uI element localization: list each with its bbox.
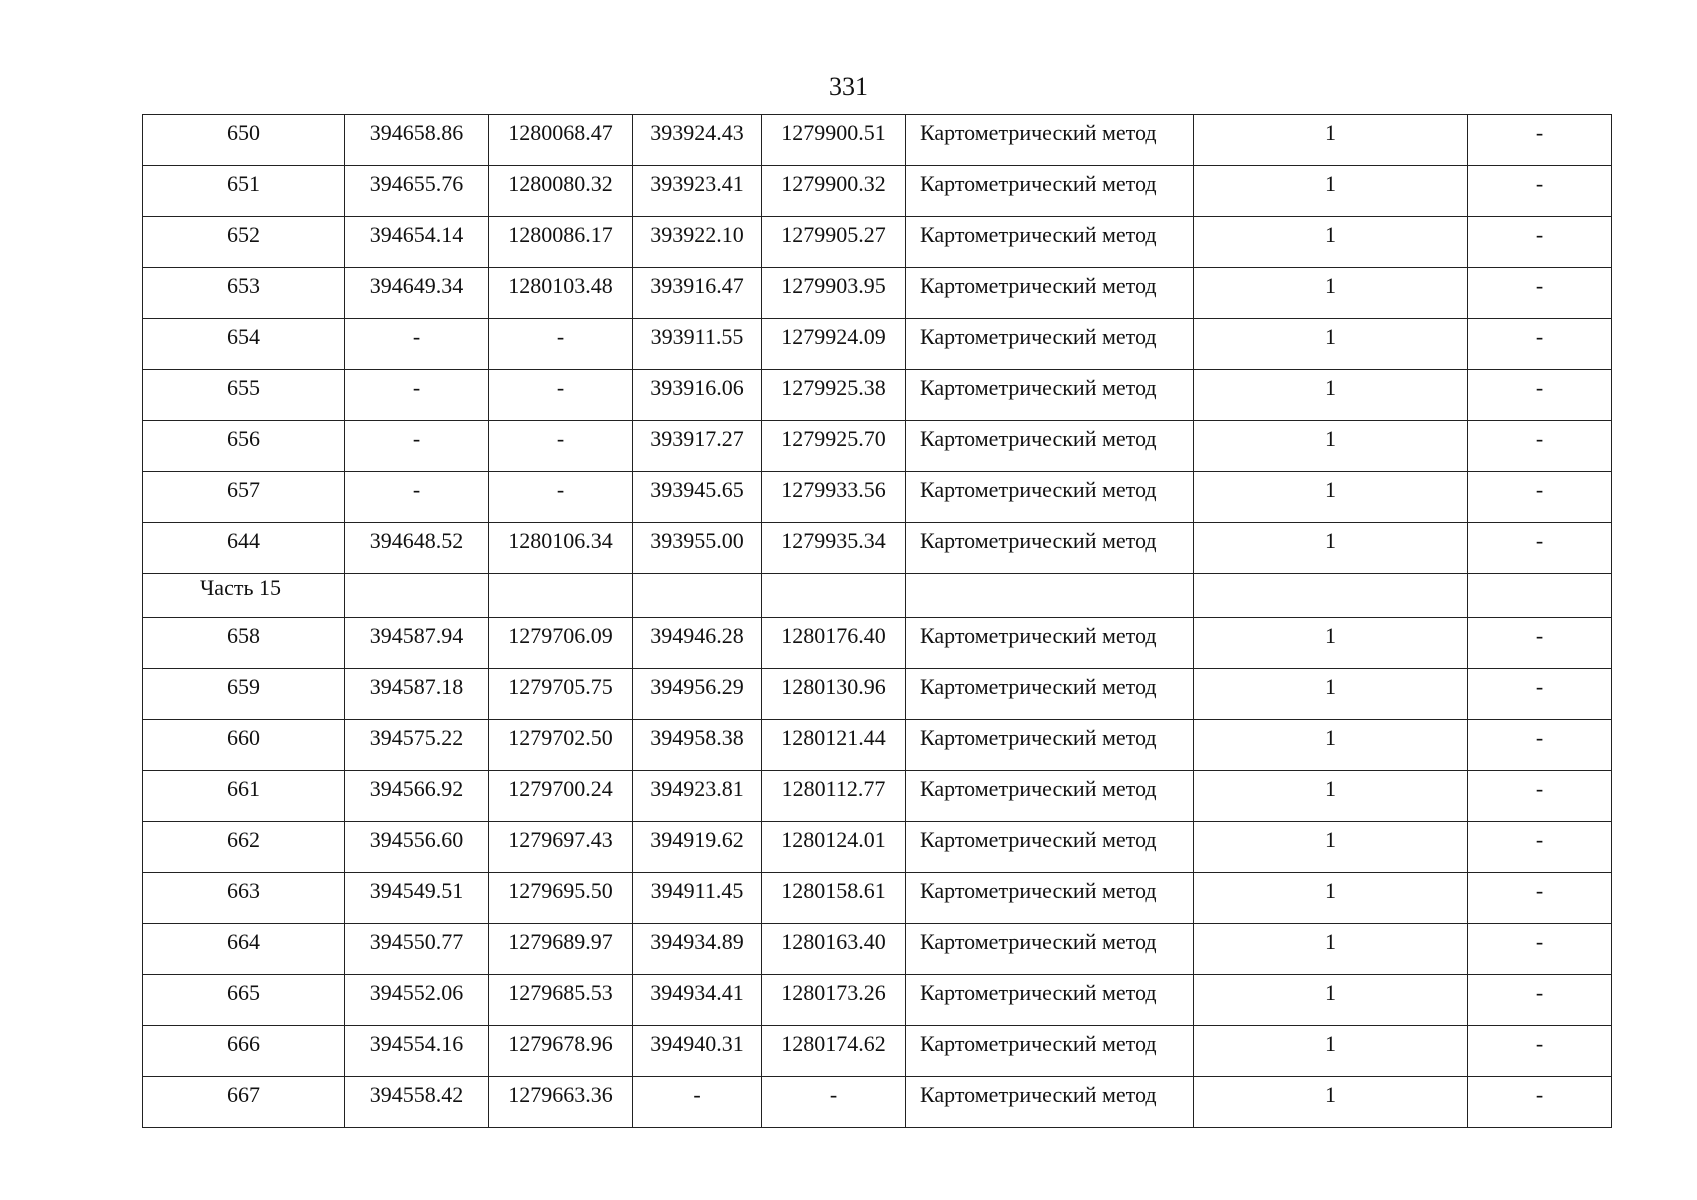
old-x-cell: - — [345, 472, 489, 523]
new-y-cell: 1279900.32 — [762, 166, 906, 217]
new-y-cell: 1280163.40 — [762, 924, 906, 975]
old-y-cell: 1279689.97 — [489, 924, 633, 975]
accuracy-cell: 1 — [1194, 669, 1468, 720]
new-y-cell: 1280130.96 — [762, 669, 906, 720]
new-x-cell: 393955.00 — [633, 523, 762, 574]
new-x-cell: 393945.65 — [633, 472, 762, 523]
accuracy-cell: 1 — [1194, 975, 1468, 1026]
description-cell: - — [1468, 873, 1612, 924]
method-cell: Картометрический метод — [906, 618, 1194, 669]
accuracy-cell: 1 — [1194, 1026, 1468, 1077]
old-y-cell: 1279697.43 — [489, 822, 633, 873]
new-y-cell: 1279905.27 — [762, 217, 906, 268]
new-y-cell: 1280124.01 — [762, 822, 906, 873]
old-y-cell: 1279705.75 — [489, 669, 633, 720]
method-cell: Картометрический метод — [906, 421, 1194, 472]
accuracy-cell: 1 — [1194, 319, 1468, 370]
table-row — [143, 166, 1612, 217]
method-cell: Картометрический метод — [906, 472, 1194, 523]
new-y-cell: 1280158.61 — [762, 873, 906, 924]
method-cell: Картометрический метод — [906, 115, 1194, 166]
point-number-cell: 644 — [143, 523, 345, 574]
old-y-cell: - — [489, 319, 633, 370]
description-cell: - — [1468, 1026, 1612, 1077]
method-cell: Картометрический метод — [906, 822, 1194, 873]
old-y-cell: - — [489, 472, 633, 523]
accuracy-cell: 1 — [1194, 618, 1468, 669]
old-y-cell: 1279706.09 — [489, 618, 633, 669]
old-x-cell: 394554.16 — [345, 1026, 489, 1077]
new-y-cell — [762, 574, 906, 618]
point-number-cell: 654 — [143, 319, 345, 370]
description-cell: - — [1468, 822, 1612, 873]
old-x-cell: 394549.51 — [345, 873, 489, 924]
accuracy-cell: 1 — [1194, 166, 1468, 217]
old-y-cell: - — [489, 370, 633, 421]
table-row — [143, 924, 1612, 975]
table-row — [143, 1077, 1612, 1128]
old-y-cell: - — [489, 421, 633, 472]
table-row — [143, 1026, 1612, 1077]
table-row — [143, 873, 1612, 924]
description-cell: - — [1468, 618, 1612, 669]
old-x-cell: 394587.94 — [345, 618, 489, 669]
description-cell: - — [1468, 924, 1612, 975]
point-number-cell: 658 — [143, 618, 345, 669]
table-row — [143, 421, 1612, 472]
description-cell: - — [1468, 771, 1612, 822]
old-y-cell: 1279678.96 — [489, 1026, 633, 1077]
table-row — [143, 669, 1612, 720]
new-y-cell: 1280112.77 — [762, 771, 906, 822]
point-number-cell: 659 — [143, 669, 345, 720]
old-y-cell — [489, 574, 633, 618]
point-number-cell: 656 — [143, 421, 345, 472]
new-y-cell: 1279935.34 — [762, 523, 906, 574]
method-cell: Картометрический метод — [906, 975, 1194, 1026]
new-x-cell: 394940.31 — [633, 1026, 762, 1077]
old-x-cell: 394566.92 — [345, 771, 489, 822]
accuracy-cell: 1 — [1194, 523, 1468, 574]
new-x-cell: 393911.55 — [633, 319, 762, 370]
point-number-cell: 662 — [143, 822, 345, 873]
old-x-cell — [345, 574, 489, 618]
description-cell: - — [1468, 319, 1612, 370]
method-cell: Картометрический метод — [906, 370, 1194, 421]
old-y-cell: 1280103.48 — [489, 268, 633, 319]
new-y-cell: 1280174.62 — [762, 1026, 906, 1077]
old-x-cell: 394658.86 — [345, 115, 489, 166]
description-cell: - — [1468, 421, 1612, 472]
method-cell: Картометрический метод — [906, 217, 1194, 268]
accuracy-cell: 1 — [1194, 370, 1468, 421]
old-x-cell: 394649.34 — [345, 268, 489, 319]
coordinates-table — [142, 114, 1612, 1128]
point-number-cell: 657 — [143, 472, 345, 523]
old-x-cell: 394558.42 — [345, 1077, 489, 1128]
method-cell: Картометрический метод — [906, 523, 1194, 574]
new-y-cell: 1279925.70 — [762, 421, 906, 472]
point-number-cell: 652 — [143, 217, 345, 268]
table-row — [143, 822, 1612, 873]
method-cell: Картометрический метод — [906, 319, 1194, 370]
table-row — [143, 115, 1612, 166]
description-cell: - — [1468, 166, 1612, 217]
description-cell: - — [1468, 370, 1612, 421]
new-x-cell: 394911.45 — [633, 873, 762, 924]
table-row — [143, 370, 1612, 421]
table-row — [143, 720, 1612, 771]
part-header-row — [143, 574, 1612, 618]
old-y-cell: 1279695.50 — [489, 873, 633, 924]
accuracy-cell: 1 — [1194, 873, 1468, 924]
new-x-cell: 393916.47 — [633, 268, 762, 319]
new-x-cell: 393923.41 — [633, 166, 762, 217]
accuracy-cell: 1 — [1194, 268, 1468, 319]
method-cell: Картометрический метод — [906, 873, 1194, 924]
new-x-cell: 393924.43 — [633, 115, 762, 166]
table-row — [143, 217, 1612, 268]
old-x-cell: 394655.76 — [345, 166, 489, 217]
method-cell: Картометрический метод — [906, 1077, 1194, 1128]
description-cell: - — [1468, 975, 1612, 1026]
table-row — [143, 618, 1612, 669]
point-number-cell: 664 — [143, 924, 345, 975]
point-number-cell: 660 — [143, 720, 345, 771]
new-y-cell: 1280176.40 — [762, 618, 906, 669]
table-row — [143, 268, 1612, 319]
new-y-cell: 1280173.26 — [762, 975, 906, 1026]
old-x-cell: 394552.06 — [345, 975, 489, 1026]
new-x-cell: - — [633, 1077, 762, 1128]
page-number: 331 — [829, 72, 868, 101]
old-y-cell: 1280086.17 — [489, 217, 633, 268]
accuracy-cell: 1 — [1194, 720, 1468, 771]
method-cell: Картометрический метод — [906, 166, 1194, 217]
new-y-cell: - — [762, 1077, 906, 1128]
new-y-cell: 1279933.56 — [762, 472, 906, 523]
new-y-cell: 1279900.51 — [762, 115, 906, 166]
point-number-cell: 651 — [143, 166, 345, 217]
old-y-cell: 1279702.50 — [489, 720, 633, 771]
description-cell: - — [1468, 217, 1612, 268]
new-y-cell: 1279903.95 — [762, 268, 906, 319]
method-cell: Картометрический метод — [906, 720, 1194, 771]
new-x-cell: 394956.29 — [633, 669, 762, 720]
new-x-cell: 393917.27 — [633, 421, 762, 472]
part-label-cell: Часть 15 — [143, 574, 345, 618]
accuracy-cell — [1194, 574, 1468, 618]
accuracy-cell: 1 — [1194, 771, 1468, 822]
description-cell: - — [1468, 669, 1612, 720]
old-x-cell: 394550.77 — [345, 924, 489, 975]
method-cell: Картометрический метод — [906, 268, 1194, 319]
new-x-cell: 394923.81 — [633, 771, 762, 822]
point-number-cell: 665 — [143, 975, 345, 1026]
accuracy-cell: 1 — [1194, 421, 1468, 472]
table-row — [143, 975, 1612, 1026]
description-cell: - — [1468, 1077, 1612, 1128]
point-number-cell: 661 — [143, 771, 345, 822]
point-number-cell: 650 — [143, 115, 345, 166]
accuracy-cell: 1 — [1194, 924, 1468, 975]
table-row — [143, 319, 1612, 370]
table-row — [143, 771, 1612, 822]
point-number-cell: 655 — [143, 370, 345, 421]
description-cell: - — [1468, 523, 1612, 574]
old-x-cell: 394654.14 — [345, 217, 489, 268]
old-x-cell: 394587.18 — [345, 669, 489, 720]
new-y-cell: 1280121.44 — [762, 720, 906, 771]
old-x-cell: 394648.52 — [345, 523, 489, 574]
new-y-cell: 1279924.09 — [762, 319, 906, 370]
old-y-cell: 1280068.47 — [489, 115, 633, 166]
new-x-cell: 393916.06 — [633, 370, 762, 421]
description-cell: - — [1468, 720, 1612, 771]
new-x-cell — [633, 574, 762, 618]
description-cell — [1468, 574, 1612, 618]
old-y-cell: 1279700.24 — [489, 771, 633, 822]
table-body — [143, 115, 1612, 1128]
description-cell: - — [1468, 268, 1612, 319]
new-y-cell: 1279925.38 — [762, 370, 906, 421]
description-cell: - — [1468, 472, 1612, 523]
point-number-cell: 663 — [143, 873, 345, 924]
old-y-cell: 1280080.32 — [489, 166, 633, 217]
point-number-cell: 667 — [143, 1077, 345, 1128]
description-cell: - — [1468, 115, 1612, 166]
old-x-cell: 394556.60 — [345, 822, 489, 873]
new-x-cell: 394946.28 — [633, 618, 762, 669]
old-y-cell: 1280106.34 — [489, 523, 633, 574]
new-x-cell: 394919.62 — [633, 822, 762, 873]
accuracy-cell: 1 — [1194, 217, 1468, 268]
new-x-cell: 394934.89 — [633, 924, 762, 975]
old-x-cell: - — [345, 421, 489, 472]
old-x-cell: 394575.22 — [345, 720, 489, 771]
old-x-cell: - — [345, 370, 489, 421]
new-x-cell: 394934.41 — [633, 975, 762, 1026]
method-cell — [906, 574, 1194, 618]
accuracy-cell: 1 — [1194, 822, 1468, 873]
table-row — [143, 523, 1612, 574]
old-y-cell: 1279685.53 — [489, 975, 633, 1026]
point-number-cell: 653 — [143, 268, 345, 319]
method-cell: Картометрический метод — [906, 1026, 1194, 1077]
accuracy-cell: 1 — [1194, 1077, 1468, 1128]
method-cell: Картометрический метод — [906, 669, 1194, 720]
method-cell: Картометрический метод — [906, 924, 1194, 975]
old-x-cell: - — [345, 319, 489, 370]
point-number-cell: 666 — [143, 1026, 345, 1077]
table-row — [143, 472, 1612, 523]
old-y-cell: 1279663.36 — [489, 1077, 633, 1128]
method-cell: Картометрический метод — [906, 771, 1194, 822]
accuracy-cell: 1 — [1194, 115, 1468, 166]
new-x-cell: 394958.38 — [633, 720, 762, 771]
accuracy-cell: 1 — [1194, 472, 1468, 523]
new-x-cell: 393922.10 — [633, 217, 762, 268]
